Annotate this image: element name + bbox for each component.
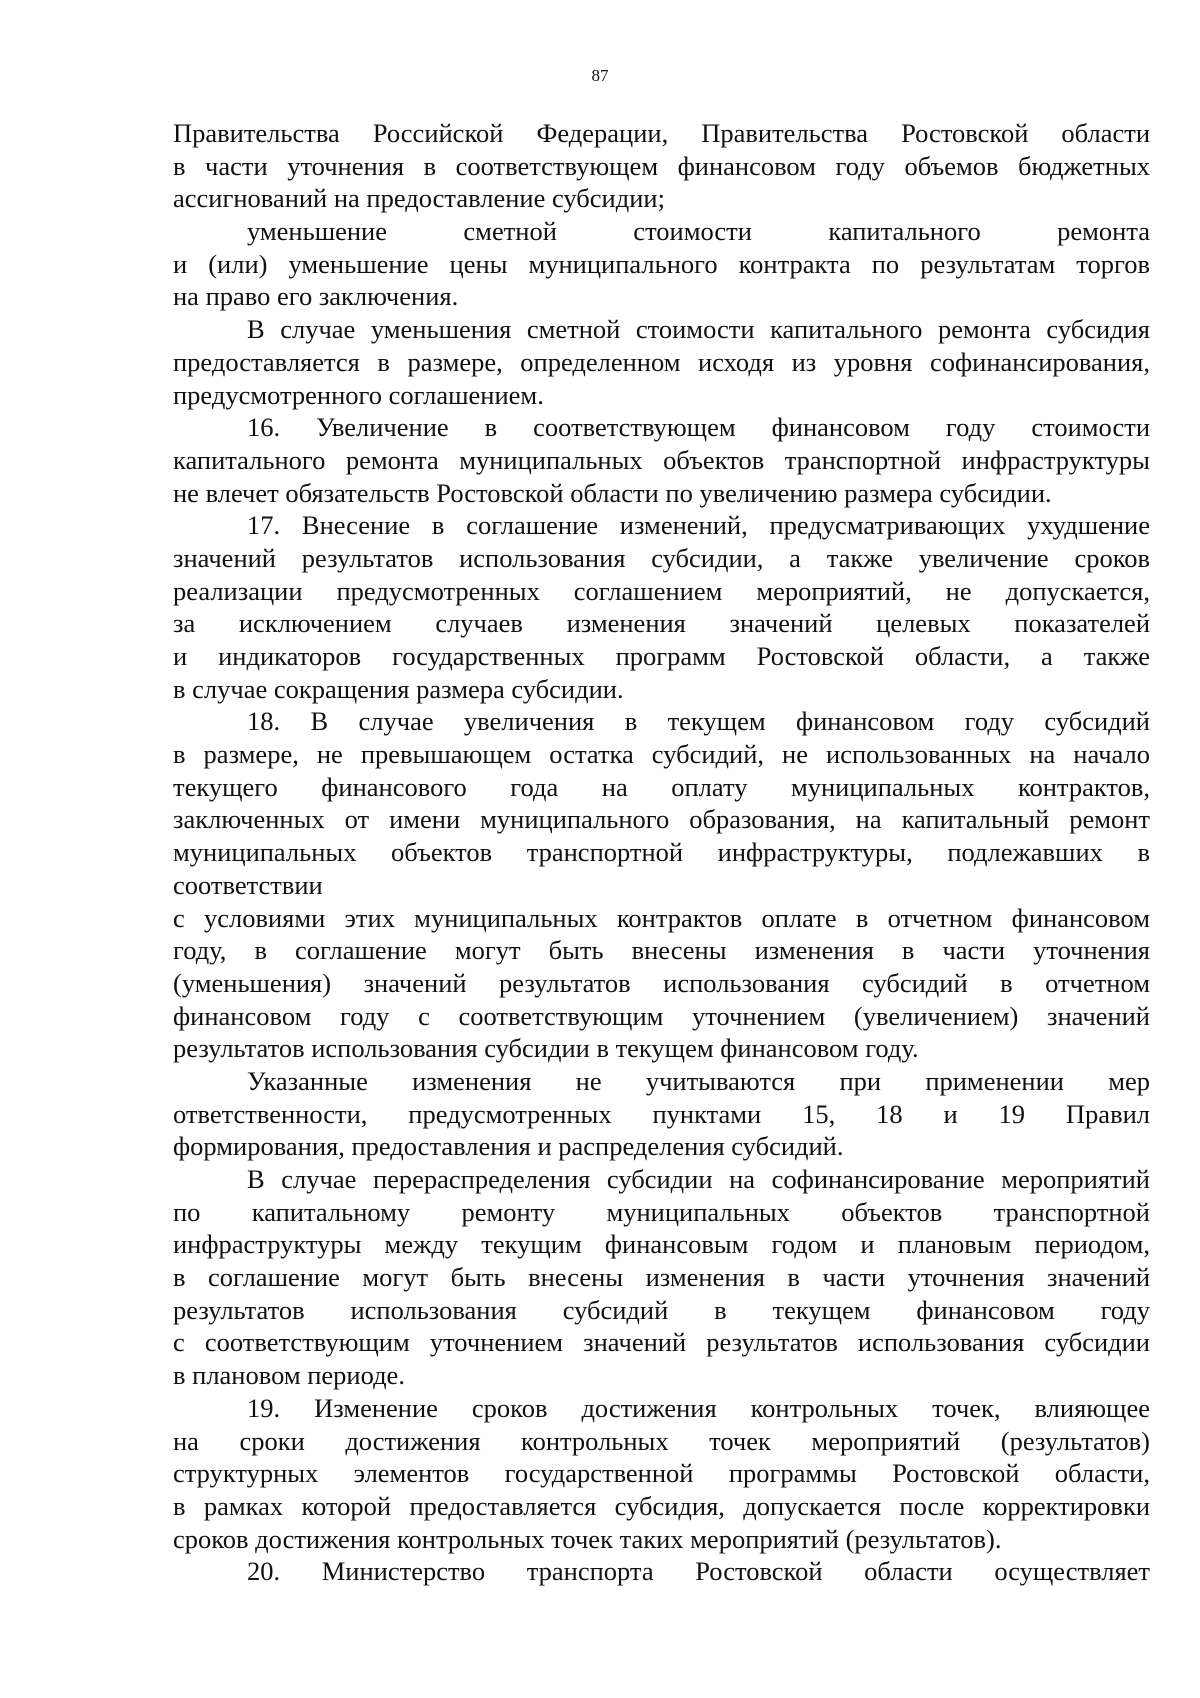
text-line: сроков достижения контрольных точек таких мероприятий (результатов). — [173, 1523, 1002, 1554]
text-line: в части уточнения в соответствующем финансовом году объемов бюджетных — [173, 150, 1150, 181]
text-line: Указанные изменения не учитываются при применении мер — [247, 1065, 1150, 1096]
text-line: и (или) уменьшение цены муниципального контракта по результатам торгов — [173, 248, 1150, 279]
text-line: (уменьшения) значений результатов использования субсидий в отчетном — [173, 967, 1150, 998]
text-line: ассигнований на предоставление субсидии; — [173, 183, 665, 214]
text-line: с условиями этих муниципальных контрактов оплате в отчетном финансовом — [173, 902, 1150, 933]
text-line: году, в соглашение могут быть внесены изменения в части уточнения — [173, 935, 1150, 966]
text-line: в размере, не превышающем остатка субсидий, не использованных на начало — [173, 739, 1150, 770]
text-line: муниципальных объектов транспортной инфраструктуры, подлежавших в — [173, 837, 1150, 868]
text-line: 18. В случае увеличения в текущем финансовом году субсидий — [247, 706, 1150, 737]
text-line: результатов использования субсидий в текущем финансовом году — [173, 1294, 1150, 1325]
text-line: В случае уменьшения сметной стоимости капитального ремонта субсидия — [247, 314, 1150, 345]
document-body — [173, 117, 1150, 1588]
text-line: 17. Внесение в соглашение изменений, предусматривающих ухудшение — [247, 510, 1150, 541]
text-line: и индикаторов государственных программ Ростовской области, а также — [173, 641, 1150, 671]
text-line: не влечет обязательств Ростовской области по увеличению размера субсидии. — [173, 477, 1052, 508]
page-number: 87 — [591, 66, 609, 85]
text-line: капитального ремонта муниципальных объектов транспортной инфраструктуры — [173, 444, 1150, 475]
text-line: предусмотренного соглашением. — [173, 379, 544, 410]
text-line: на право его заключения. — [173, 281, 459, 312]
text-line: 20. Министерство транспорта Ростовской области осуществляет — [247, 1556, 1150, 1587]
text-line: в случае сокращения размера субсидии. — [173, 673, 624, 704]
text-line: 16. Увеличение в соответствующем финансовом году стоимости — [247, 412, 1150, 443]
text-line: в рамках которой предоставляется субсидия, допускается после корректировки — [173, 1490, 1150, 1521]
text-line: заключенных от имени муниципального образования, на капитальный ремонт — [173, 804, 1150, 835]
text-line: Правительства Российской Федерации, Правительства Ростовской области — [173, 118, 1150, 148]
text-line: результатов использования субсидии в текущем финансовом году. — [173, 1033, 919, 1064]
text-line: предоставляется в размере, определенном исходя из уровня софинансирования, — [173, 346, 1150, 377]
text-line: 19. Изменение сроков достижения контрольных точек, влияющее — [247, 1392, 1150, 1423]
text-line: за исключением случаев изменения значений целевых показателей — [173, 608, 1150, 639]
text-line: в соглашение могут быть внесены изменения в части уточнения значений — [173, 1262, 1150, 1293]
text-line: в плановом периоде. — [173, 1360, 405, 1391]
text-line: уменьшение сметной стоимости капитального ремонта — [247, 216, 1150, 247]
text-line: финансовом году с соответствующим уточнением (увеличением) значений — [173, 1000, 1150, 1031]
text-line: значений результатов использования субсидии, а также увеличение сроков — [173, 542, 1150, 573]
text-line: текущего финансового года на оплату муниципальных контрактов, — [173, 771, 1150, 802]
text-line: ответственности, предусмотренных пунктами 15, 18 и 19 Правил — [173, 1098, 1150, 1129]
text-line: формирования, предоставления и распределения субсидий. — [173, 1131, 844, 1162]
text-line: соответствии — [173, 869, 323, 900]
text-line: структурных элементов государственной программы Ростовской области, — [173, 1458, 1150, 1489]
text-line: на сроки достижения контрольных точек мероприятий (результатов) — [173, 1425, 1150, 1456]
text-line: инфраструктуры между текущим финансовым годом и плановым периодом, — [173, 1229, 1150, 1260]
text-line: с соответствующим уточнением значений результатов использования субсидии — [173, 1327, 1150, 1358]
text-line: реализации предусмотренных соглашением мероприятий, не допускается, — [173, 575, 1150, 606]
text-line: В случае перераспределения субсидии на софинансирование мероприятий — [247, 1164, 1150, 1194]
text-line: по капитальному ремонту муниципальных объектов транспортной — [173, 1196, 1150, 1227]
